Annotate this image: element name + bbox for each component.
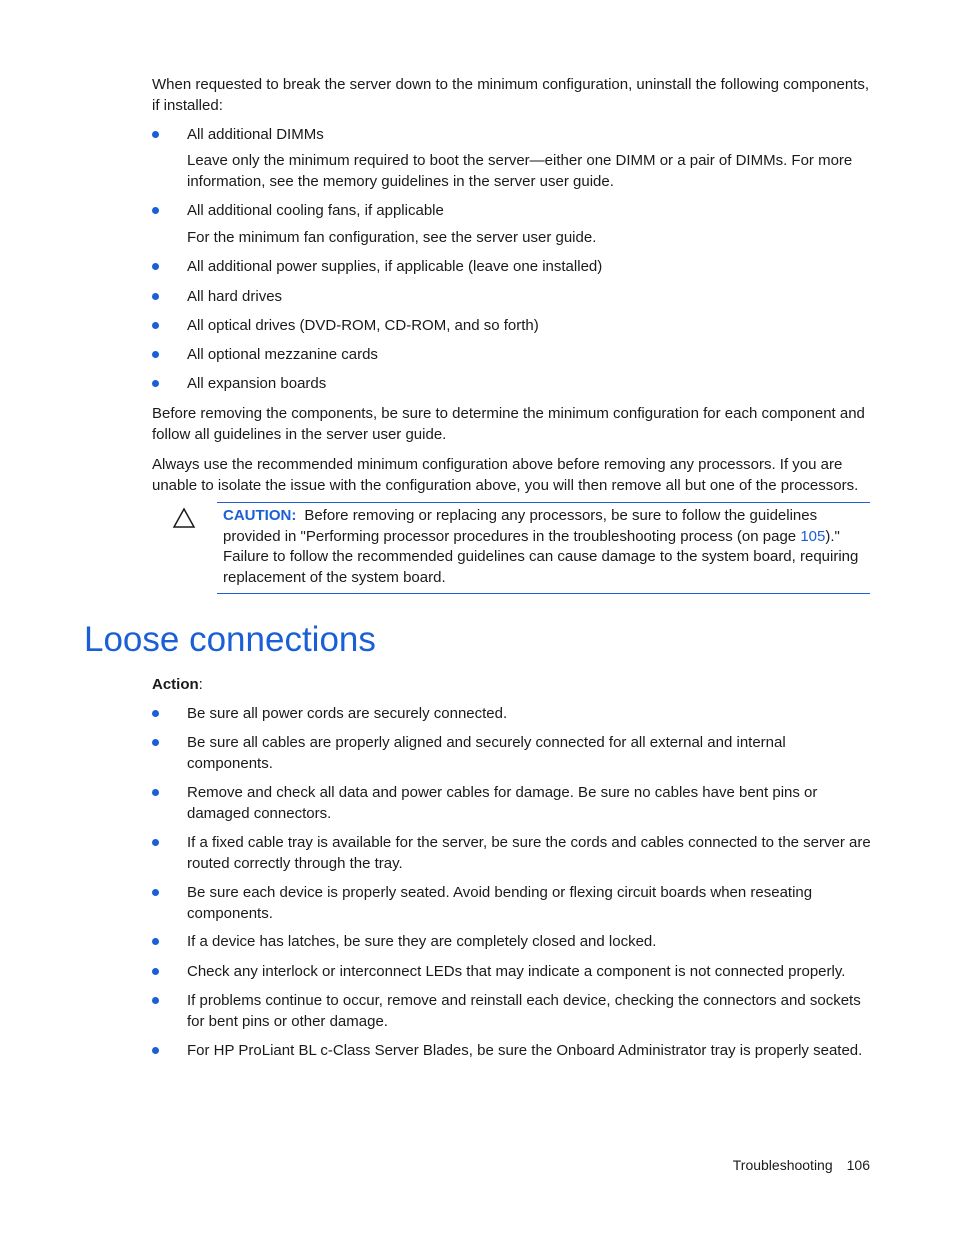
list-item-text: If problems continue to occur, remove and reinstall each device, checking the connectors and sockets for bent pins or other damage. <box>187 992 861 1030</box>
bullet-icon <box>152 710 159 717</box>
caution-body-end: )." Failure to follow the recommended guidelines can cause damage to the system board, requiring replacement of the system board. <box>223 527 859 586</box>
action-label <box>152 675 203 696</box>
intro-paragraph: When requested to break the server down to the minimum configuration, uninstall the following components, if installed: <box>152 76 870 114</box>
bullet-icon <box>152 938 159 945</box>
list-item-text: Be sure each device is properly seated. Avoid bending or flexing circuit boards when reseating components. <box>187 884 813 922</box>
list-item-text: For HP ProLiant BL c-Class Server Blades, be sure the Onboard Administrator tray is properly seated. <box>187 1042 863 1059</box>
list-item-text: All additional cooling fans, if applicable <box>187 202 444 219</box>
bullet-icon <box>152 322 159 329</box>
bullet-icon <box>152 380 159 387</box>
bullet-icon <box>152 1047 159 1054</box>
footer-section: Troubleshooting <box>732 1157 833 1173</box>
list-item-text: All hard drives <box>187 288 283 305</box>
list-item-detail: Leave only the minimum required to boot the server—either one DIMM or a pair of DIMMs. For more information, see the memory guidelines in the server user guide. <box>187 152 853 190</box>
bullet-icon <box>152 263 159 270</box>
bullet-icon <box>152 968 159 975</box>
list-item-text: All additional power supplies, if applicable (leave one installed) <box>187 258 603 275</box>
bullet-icon <box>152 293 159 300</box>
list-item-text: All optional mezzanine cards <box>187 346 378 363</box>
action-label-text: Action <box>152 676 199 693</box>
before-paragraph: Before removing the components, be sure to determine the minimum configuration for each component and follow all guidelines in the server user guide. <box>152 405 865 443</box>
bullet-icon <box>152 789 159 796</box>
list-item-text: If a fixed cable tray is available for the server, be sure the cords and cables connected to the server are routed correctly through the tray. <box>187 834 871 872</box>
list-item-detail: For the minimum fan configuration, see the server user guide. <box>187 229 597 246</box>
bullet-icon <box>152 889 159 896</box>
list-item-text: Be sure all power cords are securely connected. <box>187 705 508 722</box>
list-item-text: Remove and check all data and power cables for damage. Be sure no cables have bent pins or damaged connectors. <box>187 784 818 822</box>
bullet-icon <box>152 351 159 358</box>
list-item-text: Be sure all cables are properly aligned and securely connected for all external and internal components. <box>187 734 786 772</box>
list-item-text: Check any interlock or interconnect LEDs that may indicate a component is not connected properly. <box>187 963 846 980</box>
bullet-icon <box>152 131 159 138</box>
caution-text <box>223 506 868 588</box>
bullet-icon <box>152 839 159 846</box>
action-colon: : <box>198 676 203 693</box>
caution-body-start: Before removing or replacing any processors, be sure to follow the guidelines provided in "Performing processor procedures in the troubleshooting process (on page <box>223 507 818 545</box>
warning-triangle-icon <box>172 507 196 529</box>
list-item-text: All optical drives (DVD-ROM, CD-ROM, and so forth) <box>187 317 539 334</box>
page-footer <box>733 1157 870 1173</box>
list-item-text: All additional DIMMs <box>187 126 324 143</box>
bullet-icon <box>152 739 159 746</box>
list-item-text: All expansion boards <box>187 375 327 392</box>
list-item-text: If a device has latches, be sure they are completely closed and locked. <box>187 933 657 950</box>
page-number: 106 <box>846 1157 870 1173</box>
always-paragraph: Always use the recommended minimum configuration above before removing any processors. If you are unable to isolate the issue with the configuration above, you will then remove all but one of the processors. <box>152 456 859 494</box>
bullet-icon <box>152 207 159 214</box>
bullet-icon <box>152 997 159 1004</box>
caution-label: CAUTION: <box>223 507 297 524</box>
section-title: Loose connections <box>84 620 376 659</box>
page-link[interactable]: 105 <box>800 527 826 545</box>
